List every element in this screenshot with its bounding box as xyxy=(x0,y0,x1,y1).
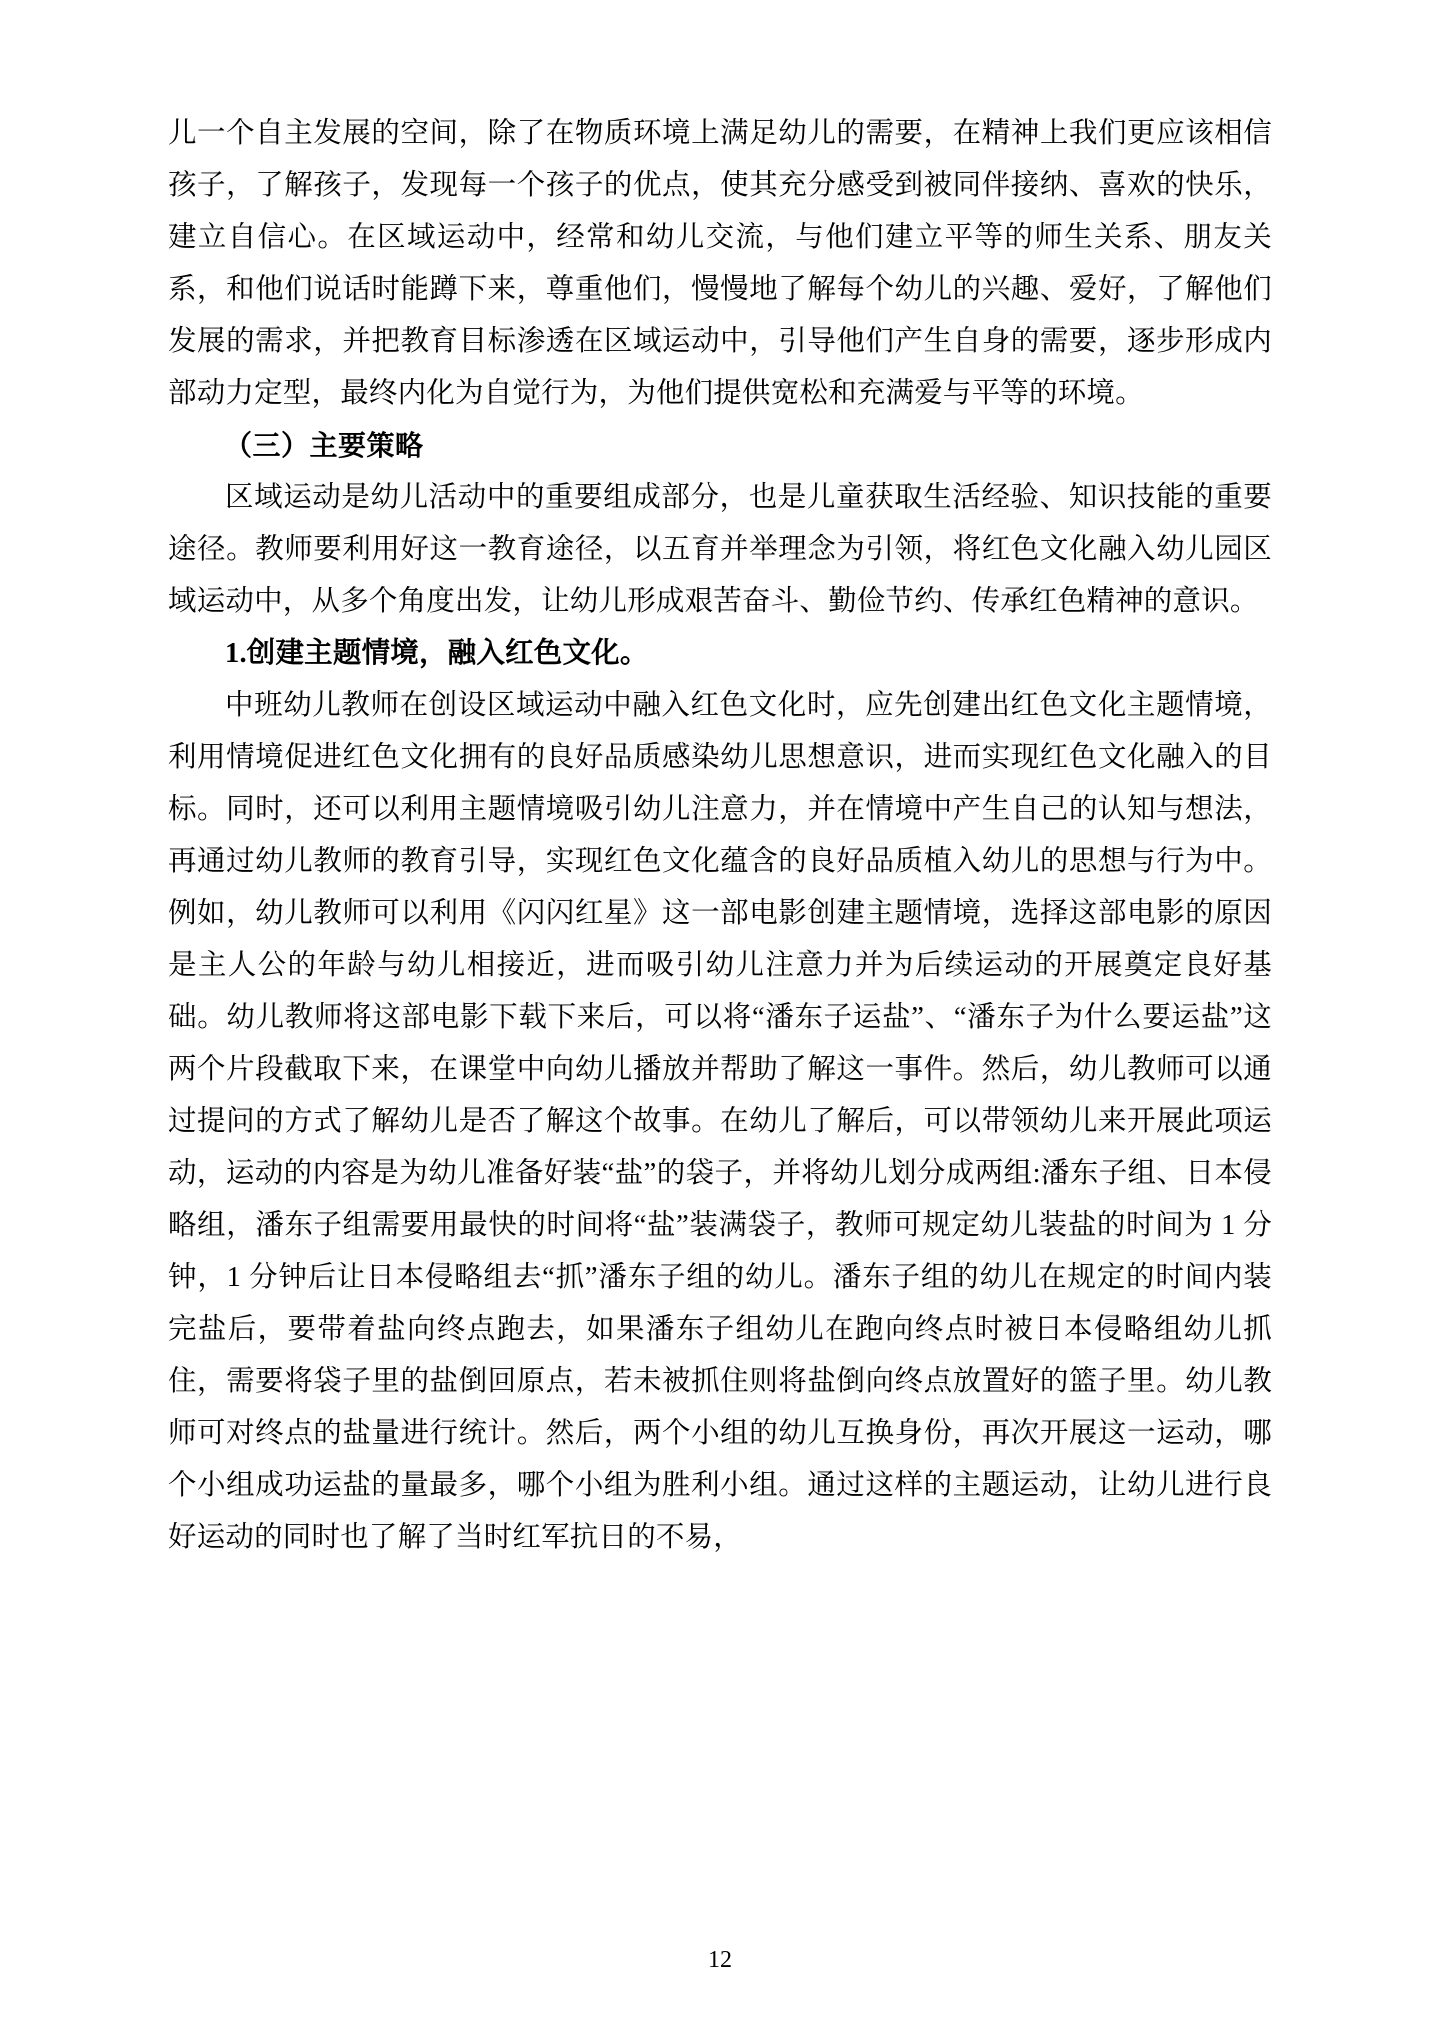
page-number: 12 xyxy=(708,1947,732,1973)
section-heading: （三）主要策略 xyxy=(224,430,424,461)
paragraph-theme-context: 中班幼儿教师在创设区域运动中融入红色文化时，应先创建出红色文化主题情境，利用情境促进红色文化拥有的良好品质感染幼儿思想意识，进而实现红色文化融入的目标。同时，还可以利用主题情境吸引幼儿注意力，并在情境中产生自己的认知与想法，再通过幼儿教师的教育引导，实现红色文化蕴含的良好品质植入幼儿的思想与行为中。例如，幼儿教师可以利用《闪闪红星》这一部电影创建主题情境，选择这部电影的原因是主人公的年龄与幼儿相接近，进而吸引幼儿注意力并为后续运动的开展奠定良好基础。幼儿教师将这部电影下载下来后，可以将“潘东子运盐”、“潘东子为什么要运盐”这两个片段截取下来，在课堂中向幼儿播放并帮助了解这一事件。然后，幼儿教师可以通过提问的方式了解幼儿是否了解这个故事。在幼儿了解后，可以带领幼儿来开展此项运动，运动的内容是为幼儿准备好装“盐”的袋子，并将幼儿划分成两组:潘东子组、日本侵略组，潘东子组需要用最快的时间将“盐”装满袋子，教师可规定幼儿装盐的时间为 1 分钟，1 分钟后让日本侵略组去“抓”潘东子组的幼儿。潘东子组的幼儿在规定的时间内装完盐后，要带着盐向终点跑去，如果潘东子组幼儿在跑向终点时被日本侵略组幼儿抓住，需要将袋子里的盐倒回原点，若未被抓住则将盐倒向终点放置好的篮子里。幼儿教师可对终点的盐量进行统计。然后，两个小组的幼儿互换身份，再次开展这一运动，哪个小组成功运盐的量最多，哪个小组为胜利小组。通过这样的主题运动，让幼儿进行良好运动的同时也了解了当时红军抗日的不易， xyxy=(168,690,1272,1553)
subsection-heading: 1.创建主题情境，融入红色文化。 xyxy=(225,638,649,669)
document-body xyxy=(168,108,1272,1564)
paragraph-continued: 儿一个自主发展的空间，除了在物质环境上满足幼儿的需要，在精神上我们更应该相信孩子，了解孩子，发现每一个孩子的优点，使其充分感受到被同伴接纳、喜欢的快乐，建立自信心。在区域运动中，经常和幼儿交流，与他们建立平等的师生关系、朋友关系，和他们说话时能蹲下来，尊重他们，慢慢地了解每个幼儿的兴趣、爱好，了解他们发展的需求，并把教育目标渗透在区域运动中，引导他们产生自身的需要，逐步形成内部动力定型，最终内化为自觉行为，为他们提供宽松和充满爱与平等的环境。 xyxy=(168,118,1272,409)
paragraph-strategy-intro: 区域运动是幼儿活动中的重要组成部分，也是儿童获取生活经验、知识技能的重要途径。教师要利用好这一教育途径，以五育并举理念为引领，将红色文化融入幼儿园区域运动中，从多个角度出发，让幼儿形成艰苦奋斗、勤俭节约、传承红色精神的意识。 xyxy=(168,482,1272,617)
